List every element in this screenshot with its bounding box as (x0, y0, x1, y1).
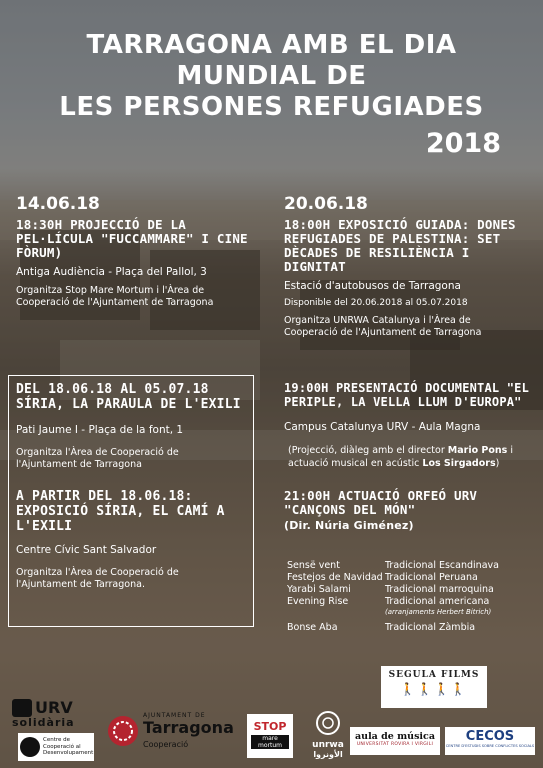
event-place: Campus Catalunya URV - Aula Magna (284, 421, 481, 433)
centre-cooperacio-logo: Centre de Cooperació al Desenvolupament (18, 733, 94, 761)
song-arrangement: (arranjaments Herbert Bitrich) (385, 608, 492, 616)
event-siria-cami (16, 489, 256, 591)
event-organizer: Organitza l'Àrea de Cooperació de l'Ajuntament de Tarragona (16, 447, 179, 470)
event-place: Centre Cívic Sant Salvador (16, 544, 157, 556)
event-title: 18:00H EXPOSICIÓ GUIADA: DONES REFUGIADES DE PALESTINA: SET DÈCADES DE RESILIÈNCIA I DIGNITAT (284, 217, 516, 274)
event-place: Antiga Audiència - Plaça del Pallol, 3 (16, 266, 207, 278)
event-title: DEL 18.06.18 AL 05.07.18 SÍRIA, LA PARAULA DE L'EXILI (16, 382, 241, 412)
list-item: Evening Rise Tradicional americana (287, 596, 490, 607)
poster-title: TARRAGONA AMB EL DIA MUNDIAL DE LES PERSONES REFUGIADES (59, 30, 484, 122)
un-emblem-icon (315, 710, 341, 736)
event-availability: Disponible del 20.06.2018 al 05.07.2018 (284, 298, 468, 308)
event-organizer: Organitza UNRWA Catalunya i l'Àrea de Cooperació de l'Ajuntament de Tarragona (284, 315, 482, 338)
unrwa-logo: unrwa الأونروا (306, 710, 350, 760)
segula-films-logo: SEGULA FILMS 🚶🚶🚶🚶 (381, 666, 487, 708)
event-date: 20.06.18 (284, 194, 368, 214)
song-list (287, 560, 527, 634)
event-title: 18:30H PROJECCIÓ DE LA PEL·LÍCULA "FUCCAMMARE" I CINE FÒRUM) (16, 217, 248, 260)
event-20-06 (284, 194, 534, 339)
event-14-06 (16, 194, 266, 309)
event-siria-paraula (16, 382, 256, 471)
list-item: Bonse Aba Tradicional Zàmbia (287, 622, 476, 633)
event-place: Estació d'autobusos de Tarragona (284, 280, 461, 292)
aula-de-musica-logo: aula de música UNIVERSITAT ROVIRA I VIRGILI (350, 727, 440, 755)
list-item: Yarabi Salami Tradicional marroquina (287, 584, 494, 595)
event-director: (Dir. Núria Giménez) (284, 519, 414, 532)
event-date: 14.06.18 (16, 194, 100, 214)
ajuntament-tarragona-logo: AJUNTAMENT DE Tarragona Cooperació (143, 712, 234, 749)
event-organizer: Organitza Stop Mare Mortum i l'Àrea de Cooperació de l'Ajuntament de Tarragona (16, 285, 214, 308)
urv-solidaria-logo: URV solidària (12, 698, 75, 729)
event-title: 21:00H ACTUACIÓ ORFEÓ URV "CANÇONS DEL MÓN" (284, 488, 478, 517)
event-title: 19:00H PRESENTACIÓ DOCUMENTAL "EL PERIPLE, LA VELLA LLUM D'EUROPA" (284, 381, 530, 409)
stop-mare-mortum-logo: STOP mare mortum (247, 714, 293, 758)
event-documental (284, 381, 538, 470)
event-note: (Projecció, diàleg amb el director Mario Pons i actuació musical en acústic Los Sirgadors) (288, 445, 513, 469)
event-place: Pati Jaume I - Plaça de la font, 1 (16, 424, 184, 436)
ajuntament-emblem-icon (106, 714, 140, 748)
event-title: A PARTIR DEL 18.06.18: EXPOSICIÓ SÍRIA, EL CAMÍ A L'EXILI (16, 489, 225, 534)
event-organizer: Organitza l'Àrea de Cooperació de l'Ajuntament de Tarragona. (16, 567, 179, 590)
poster-year: 2018 (425, 128, 501, 159)
cecos-logo: CECOS CENTRE D'ESTUDIS SOBRE CONFLICTES SOCIALS (445, 727, 535, 755)
event-orfeo (284, 489, 504, 533)
list-item: Festejos de Navidad Tradicional Peruana (287, 572, 478, 583)
list-item: Sensë vent Tradicional Escandinava (287, 560, 499, 571)
